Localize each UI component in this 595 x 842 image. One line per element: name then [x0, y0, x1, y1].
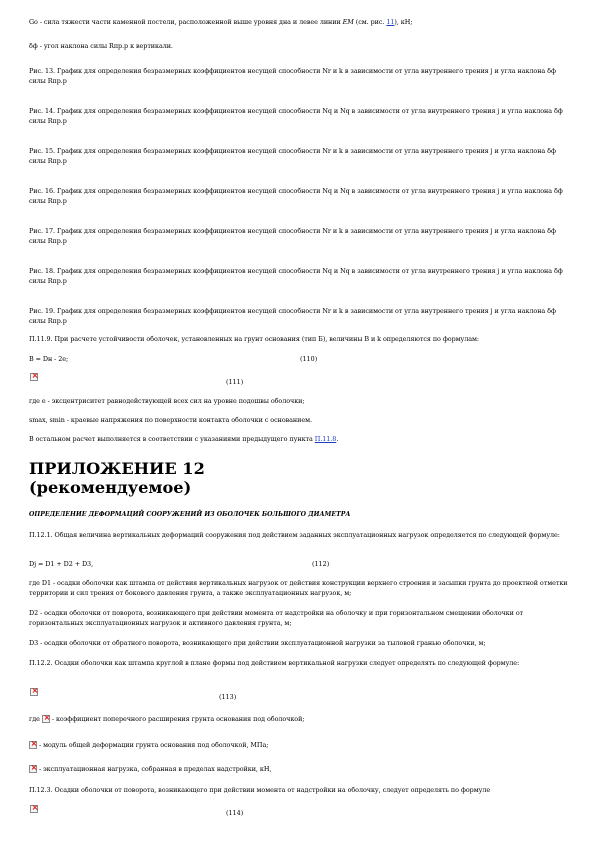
broken-image-icon — [42, 715, 50, 723]
paragraph-12-2: П.12.2. Осадки оболочки как штампа круглой в плане формы под действием вертикальной нагрузки следует определять по следующей формуле: — [29, 659, 520, 667]
broken-image-icon — [29, 741, 37, 749]
formula-110: B = Dн - 2e; — [29, 355, 69, 363]
appendix-title-line-2: (рекомендуемое) — [29, 478, 192, 497]
rest-of-calculation — [29, 434, 569, 444]
broken-image-icon — [30, 805, 38, 813]
paragraph-11-9: П.11.9. При расчете устойчивости оболочек, установленных на грунт основания (тип Б), величины B и k определяются по формулам: — [29, 335, 480, 343]
formula-110-number: (110) — [300, 355, 318, 363]
paragraph-11-8-link[interactable]: П.11.8 — [314, 435, 337, 443]
broken-image-icon — [30, 688, 38, 696]
load-definition — [29, 764, 569, 774]
stress-definition: smax, smin - краевые напряжения по поверхности контакта оболочки с основанием. — [29, 416, 312, 424]
broken-image-icon — [29, 765, 37, 773]
formula-112: Dj = D1 + D2 + D3, — [29, 560, 94, 568]
g0-def-em: EM — [342, 18, 354, 26]
appendix-subtitle: ОПРЕДЕЛЕНИЕ ДЕФОРМАЦИЙ СООРУЖЕНИЙ ИЗ ОБОЛОЧЕК БОЛЬШОГО ДИАМЕТРА — [29, 511, 351, 518]
figure-13-caption: Рис. 13. График для определения безразмерных коэффициентов несущей способности Nr и k в зависимости от угла внутреннего трения j и угла наклона δф силы Rпр.р — [29, 67, 556, 86]
g0-def-text-c: ), кН; — [394, 18, 413, 26]
g0-def-text-b: (см. рис. — [353, 18, 387, 26]
paragraph-12-1: П.12.1. Общая величина вертикальных деформаций сооружения под действием заданных эксплуатационных нагрузок определяется по следующей формуле: — [29, 531, 560, 539]
mu-definition — [29, 714, 569, 724]
broken-image-icon — [30, 373, 38, 381]
mu-def-text: - коэффициент поперечного расширения грунта основания под оболочкой; — [49, 715, 305, 723]
rest-text: В остальном расчет выполняется в соответствии с указаниями предыдущего пункта — [29, 435, 315, 443]
formula-114-number: (114) — [226, 809, 244, 817]
g0-definition — [29, 17, 569, 27]
delta-definition: δф - угол наклона силы Rпр.р к вертикали. — [29, 42, 173, 50]
figure-17-caption: Рис. 17. График для определения безразмерных коэффициентов несущей способности Nr и k в зависимости от угла внутреннего трения j и угла наклона δф силы Rпр.р — [29, 227, 556, 246]
mu-def-prefix: где — [29, 715, 42, 723]
figure-16-caption: Рис. 16. График для определения безразмерных коэффициентов несущей способности Nq и Nq в зависимости от угла внутреннего трения j и угла наклона δф силы Rпр.р — [29, 187, 563, 206]
figure-11-link[interactable]: 11 — [386, 18, 395, 26]
modulus-definition — [29, 740, 569, 750]
g0-def-text: Gо - сила тяжести части каменной постели, расположенной выше уровня дна и левее линии — [29, 18, 343, 26]
paragraph-12-3: П.12.3. Осадки оболочки от поворота, возникающего при действии момента от надстройки на оболочку, следует определять по формуле — [29, 786, 491, 794]
figure-19-caption: Рис. 19. График для определения безразмерных коэффициентов несущей способности Nr и k в зависимости от угла внутреннего трения j и угла наклона δф силы Rпр.р — [29, 307, 556, 326]
formula-111-number: (111) — [226, 378, 244, 386]
appendix-title — [29, 459, 569, 497]
figure-18-caption: Рис. 18. График для определения безразмерных коэффициентов несущей способности Nq и Nq в зависимости от угла внутреннего трения j и угла наклона δф силы Rпр.р — [29, 267, 563, 286]
eccentricity-definition: где e - эксцентриситет равнодействующей всех сил на уровне подошвы оболочки; — [29, 397, 305, 405]
figure-15-caption: Рис. 15. График для определения безразмерных коэффициентов несущей способности Nr и k в зависимости от угла внутреннего трения j и угла наклона δф силы Rпр.р — [29, 147, 556, 166]
load-def-text: - эксплуатационная нагрузка, собранная в пределах надстройки, кН, — [37, 765, 272, 773]
formula-112-number: (112) — [312, 560, 330, 568]
d3-definition: D3 - осадки оболочки от обратного поворота, возникающего при действии эксплуатационной нагрузки за тыловой гранью оболочки, м; — [29, 639, 486, 647]
modulus-def-text: - модуль общей деформации грунта основания под оболочкой, МПа; — [37, 741, 269, 749]
d1-definition: где D1 - осадки оболочки как штампа от действия вертикальных нагрузок от действия конструкции верхнего строения и засыпки грунта до проектной отметки территории и сил трения от бокового давления грунта, а также эксплуатационных нагрузок, м; — [29, 579, 568, 598]
figure-14-caption: Рис. 14. График для определения безразмерных коэффициентов несущей способности Nq и Nq в зависимости от угла внутреннего трения j и угла наклона δф силы Rпр.р — [29, 107, 563, 126]
formula-113-number: (113) — [219, 693, 237, 701]
d2-definition: D2 - осадки оболочки от поворота, возникающего при действии момента от надстройки на оболочку и при горизонтальном смещении оболочки от горизонтальных эксплуатационных нагрузок и активного давления грунта, м; — [29, 609, 524, 628]
rest-text-end: . — [336, 435, 339, 443]
appendix-title-line-1: ПРИЛОЖЕНИЕ 12 — [29, 459, 205, 478]
